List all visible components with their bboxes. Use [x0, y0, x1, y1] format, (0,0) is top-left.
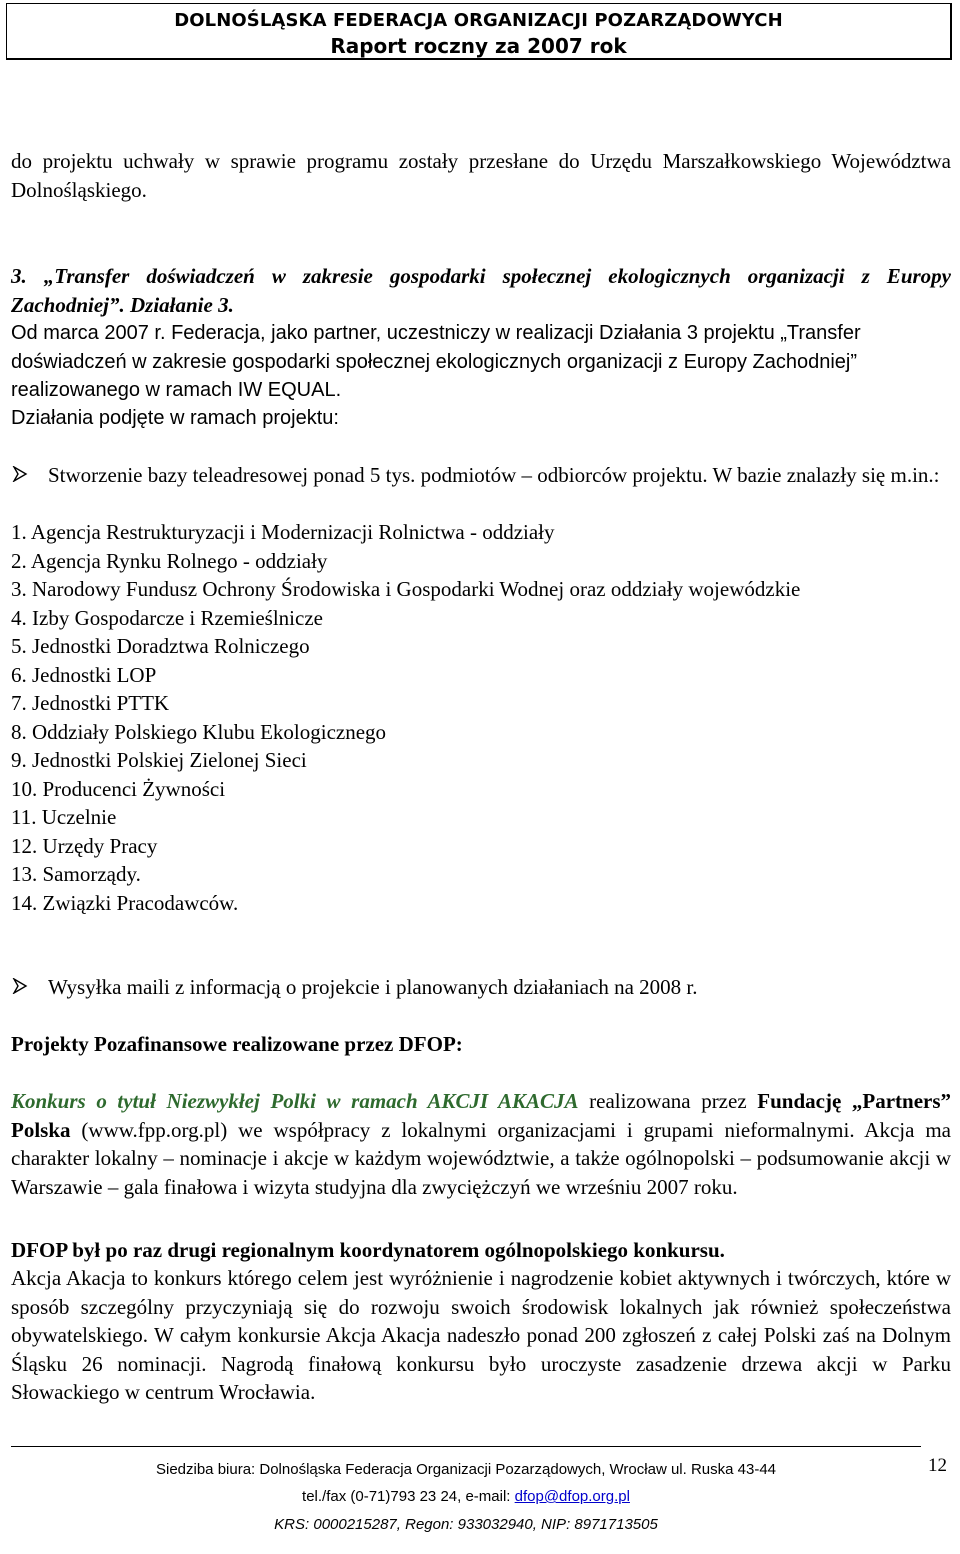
list-item: 8. Oddziały Polskiego Klubu Ekologicznego: [11, 719, 387, 744]
coordinator-line: DFOP był po raz drugi regionalnym koordynatorem ogólnopolskiego konkursu.: [11, 1238, 725, 1262]
bullet-item: [48, 461, 948, 490]
list-item: 11. Uczelnie: [11, 805, 117, 829]
konkurs-title: Konkurs o tytuł Niezwykłej Polki w ramach AKCJI AKACJA: [11, 1089, 579, 1113]
list-item: 13. Samorządy.: [11, 862, 141, 886]
header-org: DOLNOŚLĄSKA FEDERACJA ORGANIZACJI POZARZĄDOWYCH: [174, 10, 783, 31]
bullet-item: [48, 973, 948, 1002]
list-item: 7. Jednostki PTTK: [11, 691, 170, 715]
fundacje-name: Fundację „Partners” Polska: [11, 1089, 952, 1142]
organizations-list: [11, 518, 911, 917]
footer-email-link[interactable]: dfop@dfop.org.pl: [514, 1488, 630, 1505]
list-item: 12. Urzędy Pracy: [11, 833, 158, 858]
list-item: 3. Narodowy Fundusz Ochrony Środowiska i Gospodarki Wodnej oraz oddziały wojewódzkie: [11, 577, 801, 601]
page-header: [6, 3, 952, 60]
intro-paragraph: do projektu uchwały w sprawie programu zostały przesłane do Urzędu Marszałkowskiego Województwa Dolnośląskiego.: [11, 149, 951, 202]
list-item: 5. Jednostki Doradztwa Rolniczego: [11, 634, 310, 658]
list-item: 4. Izby Gospodarcze i Rzemieślnicze: [11, 605, 323, 630]
footer-registry: KRS: 0000215287, Regon: 933032940, NIP: 8971713505: [274, 1516, 658, 1533]
section3-body: Od marca 2007 r. Federacja, jako partner, uczestniczy w realizacji Działania 3 projektu „Transfer doświadczeń w zakresie gospodarki społecznej ekologicznych organizacji z Europy Zachodniej” realizowanego w ramach IW EQUAL.: [11, 322, 861, 401]
section3-title: 3. „Transfer doświadczeń w zakresie gospodarki społecznej ekologicznych organizacji z Europy Zachodniej”. Działanie 3.: [11, 264, 951, 317]
konkurs-rest: (www.fpp.org.pl) we współpracy z lokalnymi organizacjami i grupami nieformalnymi. Akcja ma charakter lokalny – nominacje i akcje w każdym województwie, a także ogólnopolski – podsumowanie akcji w Warszawie – gala finałowa i wizyta studyjna dla zwyciężczyń we wrześniu 2007 roku.: [11, 1117, 951, 1199]
actions-label: Działania podjęte w ramach projektu:: [11, 407, 339, 429]
final-paragraph: Akcja Akacja to konkurs którego celem jest wyróżnienie i nagrodzenie kobiet aktywnych i twórczych, które w sposób szczególny przyczyniają się do rozwoju swoich środowisk lokalnych jak również społeczeństwa obywatelskiego. W całym konkursie Akcja Akacja nadeszło ponad 200 zgłoszeń z całej Polski zaś na Dolnym Śląsku 26 nominacji. Nagrodą finałową konkursu było uroczyste zasadzenie drzewa akcji w Parku Słowackiego w centrum Wrocławia.: [11, 1266, 951, 1404]
arrow-bullet-icon: [12, 978, 28, 994]
footer-phone: tel./fax (0-71)793 23 24, e-mail:: [302, 1488, 515, 1505]
page-number: 12: [928, 1455, 947, 1476]
footer-contact: [11, 1488, 921, 1506]
header-report: Raport roczny za 2007 rok: [330, 34, 627, 58]
projects-heading: Projekty Pozafinansowe realizowane przez DFOP:: [11, 1032, 463, 1056]
footer-address: Siedziba biura: Dolnośląska Federacja Organizacji Pozarządowych, Wrocław ul. Ruska 43-44: [155, 1461, 777, 1478]
list-item: 10. Producenci Żywności: [11, 776, 226, 801]
bullet-text: Stworzenie bazy teleadresowej ponad 5 tys. podmiotów – odbiorców projektu. W bazie znalazły się m.in.:: [48, 463, 940, 487]
konkurs-mid: realizowana przez: [578, 1089, 758, 1113]
bullet-text: Wysyłka maili z informacją o projekcie i planowanych działaniach na 2008 r.: [48, 975, 698, 999]
list-item: 6. Jednostki LOP: [11, 662, 157, 687]
list-item: 14. Związki Pracodawców.: [11, 890, 239, 915]
list-item: 9. Jednostki Polskiej Zielonej Sieci: [11, 748, 307, 772]
list-item: 2. Agencja Rynku Rolnego - oddziały: [11, 548, 328, 573]
konkurs-paragraph: [11, 1087, 951, 1201]
list-item: 1. Agencja Restrukturyzacji i Modernizacji Rolnictwa - oddziały: [11, 520, 555, 544]
arrow-bullet-icon: [12, 466, 28, 482]
footer-divider: [11, 1446, 921, 1447]
